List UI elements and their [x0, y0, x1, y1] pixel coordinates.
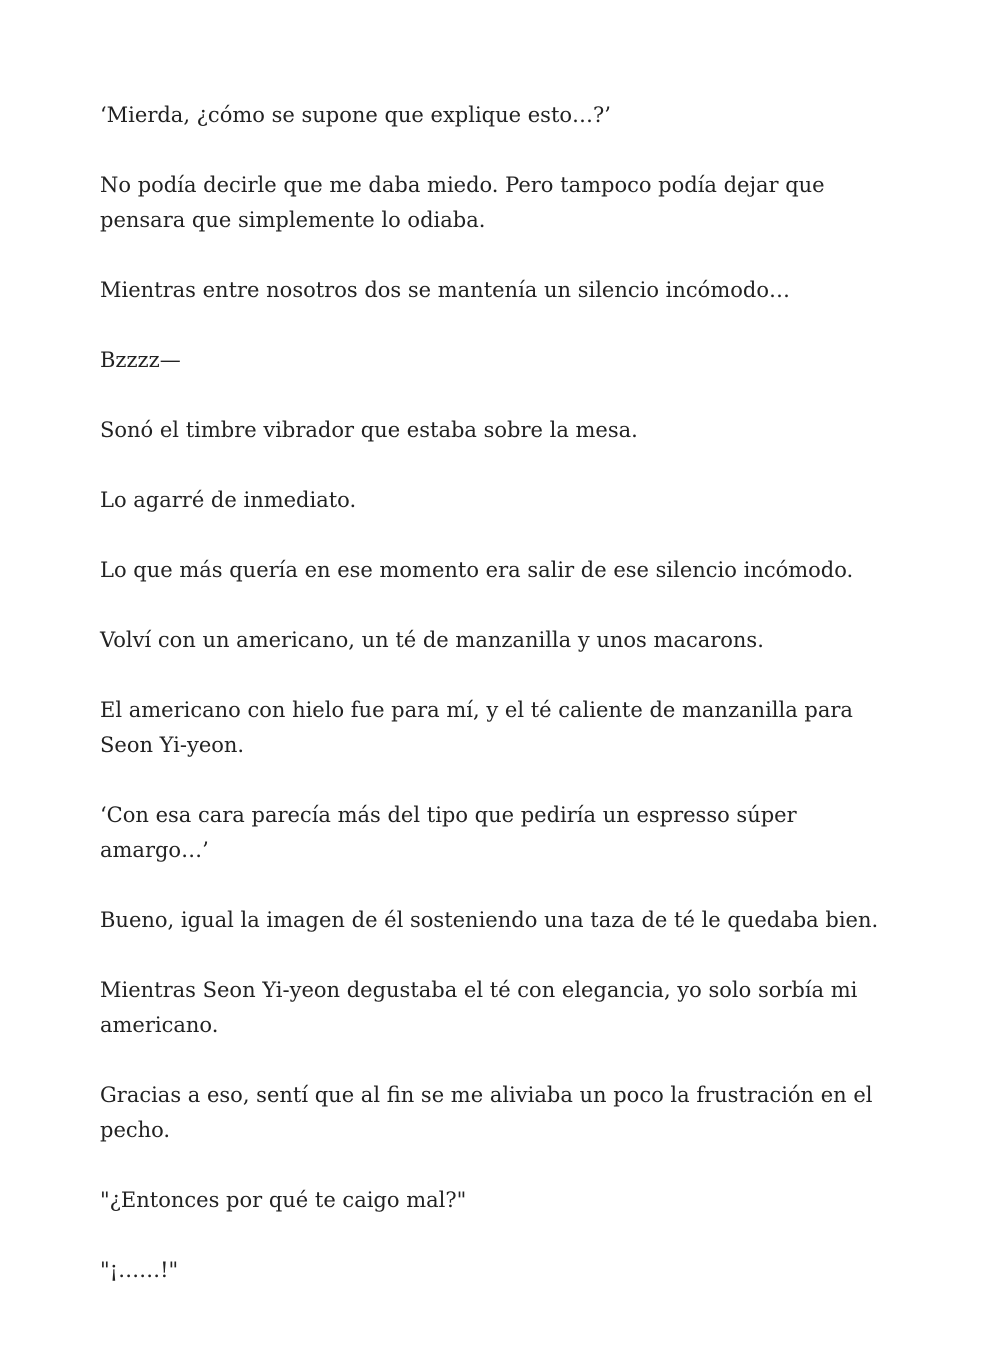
paragraph: ‘Mierda, ¿cómo se supone que explique esto…?’: [100, 103, 611, 127]
paragraph: ‘Con esa cara parecía más del tipo que pediría un espresso súper amargo…’: [100, 803, 797, 862]
paragraph: Lo agarré de inmediato.: [100, 488, 357, 512]
paragraph: Volví con un americano, un té de manzanilla y unos macarons.: [100, 628, 764, 652]
paragraph: Lo que más quería en ese momento era salir de ese silencio incómodo.: [100, 558, 854, 582]
paragraph: "¡……!": [100, 1258, 179, 1282]
paragraph: Mientras entre nosotros dos se mantenía un silencio incómodo…: [100, 278, 790, 302]
paragraph: Bzzzz—: [100, 348, 181, 372]
paragraph: "¿Entonces por qué te caigo mal?": [100, 1188, 467, 1212]
paragraph: No podía decirle que me daba miedo. Pero tampoco podía dejar que pensara que simplemente lo odiaba.: [100, 173, 825, 232]
paragraph: Bueno, igual la imagen de él sosteniendo una taza de té le quedaba bien.: [100, 908, 879, 932]
paragraph: El americano con hielo fue para mí, y el té caliente de manzanilla para Seon Yi-yeon.: [100, 698, 853, 757]
document-body: [100, 98, 900, 1288]
paragraph: Sonó el timbre vibrador que estaba sobre la mesa.: [100, 418, 638, 442]
paragraph: Gracias a eso, sentí que al fin se me aliviaba un poco la frustración en el pecho.: [100, 1083, 873, 1142]
paragraph: Mientras Seon Yi-yeon degustaba el té con elegancia, yo solo sorbía mi americano.: [100, 978, 858, 1037]
